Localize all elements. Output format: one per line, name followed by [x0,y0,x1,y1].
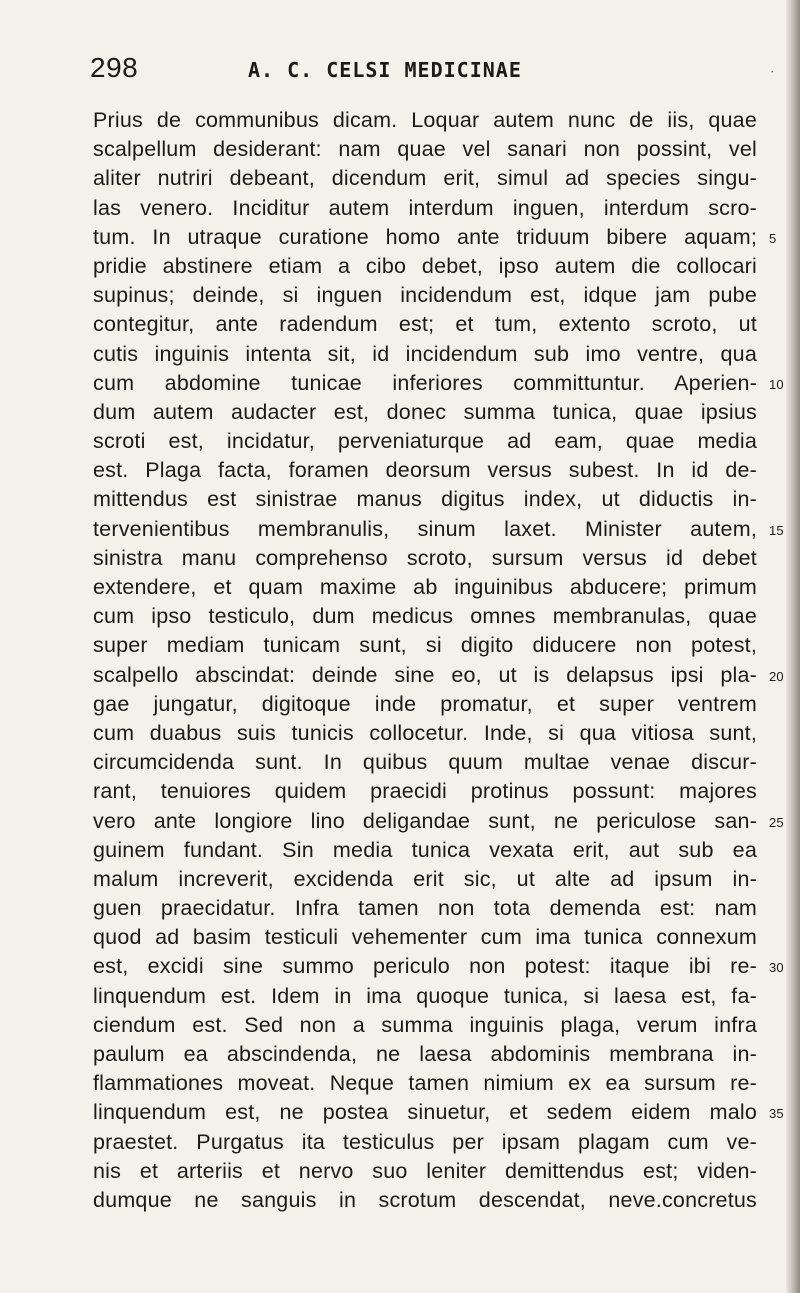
header-mark: · [770,64,775,79]
line-text: dumque ne sanguis in scrotum descendat, neve.concretus [93,1187,757,1212]
page-number: 298 [90,52,139,83]
text-line [93,310,765,339]
line-text: linquendum est, ne postea sinuetur, et sedem eidem malo [93,1100,757,1125]
line-text: scalpello abscindat: deinde sine eo, ut is delapsus ipsi pla- [93,662,757,687]
text-line [93,1011,765,1040]
text-line [93,164,765,193]
line-text: malum increverit, excidenda erit sic, ut alte ad ipsum in- [93,866,757,891]
line-text: praestet. Purgatus ita testiculus per ipsam plagam cum ve- [93,1129,757,1154]
line-text: est. Plaga facta, foramen deorsum versus subest. In id de- [93,458,757,483]
text-line [93,661,784,690]
line-text: super mediam tunicam sunt, si digito diducere non potest, [93,633,757,658]
text-line [93,1098,784,1127]
line-text: cum ipso testiculo, dum medicus omnes membranulas, quae [93,604,757,629]
text-line [93,982,765,1011]
line-text: rant, tenuiores quidem praecidi protinus possunt: majores [93,779,757,804]
text-line [93,923,765,952]
text-line [93,340,765,369]
text-line [93,398,765,427]
text-line [93,194,765,223]
line-text: circumcidenda sunt. In quibus quum multae venae discur- [93,750,757,775]
text-line [93,719,765,748]
line-text: extendere, et quam maxime ab inguinibus abducere; primum [93,575,757,599]
text-line [93,836,765,865]
line-text: nis et arteriis et nervo suo leniter demittendus est; viden- [93,1158,757,1183]
page-header [90,52,780,92]
text-line [93,106,765,135]
line-text: vero ante longiore lino deligandae sunt, ne periculose san- [93,808,757,833]
line-text: tum. In utraque curatione homo ante triduum bibere aquam; [93,224,757,249]
line-text: tervenientibus membranulis, sinum laxet. Minister autem, [93,516,757,541]
line-text: aliter nutriri debeant, dicendum erit, simul ad species singu- [93,166,757,191]
line-text: quod ad basim testiculi vehementer cum ima tunica connexum [93,925,757,950]
line-number: 25 [769,814,784,830]
text-line [93,515,784,544]
text-line [93,1069,765,1098]
text-line [93,690,765,719]
text-line [93,748,765,777]
line-text: dum autem audacter est, donec summa tunica, quae ipsius [93,399,757,424]
text-line [93,456,765,485]
text-line [93,602,765,631]
line-number: 10 [769,376,784,392]
running-title: A. C. CELSI MEDICINAE [248,58,522,82]
line-text: cum duabus suis tunicis collocetur. Inde, si qua vitiosa sunt, [93,720,757,745]
line-text: cutis inguinis intenta sit, id incidendum sub imo ventre, qua [93,341,757,366]
text-line [93,807,784,836]
line-number: 35 [769,1106,784,1122]
text-line [93,485,765,514]
body-text [93,106,784,1215]
line-text: gae jungatur, digitoque inde promatur, et super ventrem [93,691,757,716]
text-line [93,1128,765,1157]
text-line [93,952,784,981]
text-line [93,281,765,310]
line-text: scalpellum desiderant: nam quae vel sanari non possint, vel [93,137,757,162]
line-number: 15 [769,522,784,538]
line-text: est, excidi sine summo periculo non potest: itaque ibi re- [93,954,757,979]
text-line [93,1157,765,1186]
line-text: las venero. Inciditur autem interdum inguen, interdum scro- [93,195,757,220]
line-text: paulum ea abscindenda, ne laesa abdominis membrana in- [93,1042,757,1066]
line-text: flammationes moveat. Neque tamen nimium ex ea sursum re- [93,1071,757,1096]
text-line [93,544,765,573]
line-number: 20 [769,668,784,684]
text-line [93,1186,765,1215]
text-line [93,573,765,602]
line-text: linquendum est. Idem in ima quoque tunica, si laesa est, fa- [93,983,757,1008]
line-text: mittendus est sinistrae manus digitus index, ut diductis in- [93,487,757,512]
text-line [93,865,765,894]
line-text: supinus; deinde, si inguen incidendum est, idque jam pube [93,283,757,308]
text-line [93,894,765,923]
line-text: contegitur, ante radendum est; et tum, extento scroto, ut [93,312,757,337]
line-text: guinem fundant. Sin media tunica vexata erit, aut sub ea [93,837,757,862]
text-line [93,223,777,252]
line-text: Prius de communibus dicam. Loquar autem nunc de iis, quae [93,108,757,132]
text-line [93,631,765,660]
text-line [93,1040,765,1069]
text-line [93,427,765,456]
text-line [93,135,765,164]
line-text: scroti est, incidatur, perveniaturque ad eam, quae media [93,429,757,454]
line-text: sinistra manu comprehenso scroto, sursum versus id debet [93,545,757,570]
text-line [93,777,765,806]
line-text: pridie abstinere etiam a cibo debet, ipso autem die collocari [93,253,757,278]
line-text: ciendum est. Sed non a summa inguinis plaga, verum infra [93,1012,757,1037]
text-line [93,252,765,281]
line-text: cum abdomine tunicae inferiores committuntur. Aperien- [93,370,757,395]
text-line [93,369,784,398]
line-number: 5 [769,230,777,246]
line-number: 30 [769,960,784,976]
line-text: guen praecidatur. Infra tamen non tota demenda est: nam [93,896,757,921]
